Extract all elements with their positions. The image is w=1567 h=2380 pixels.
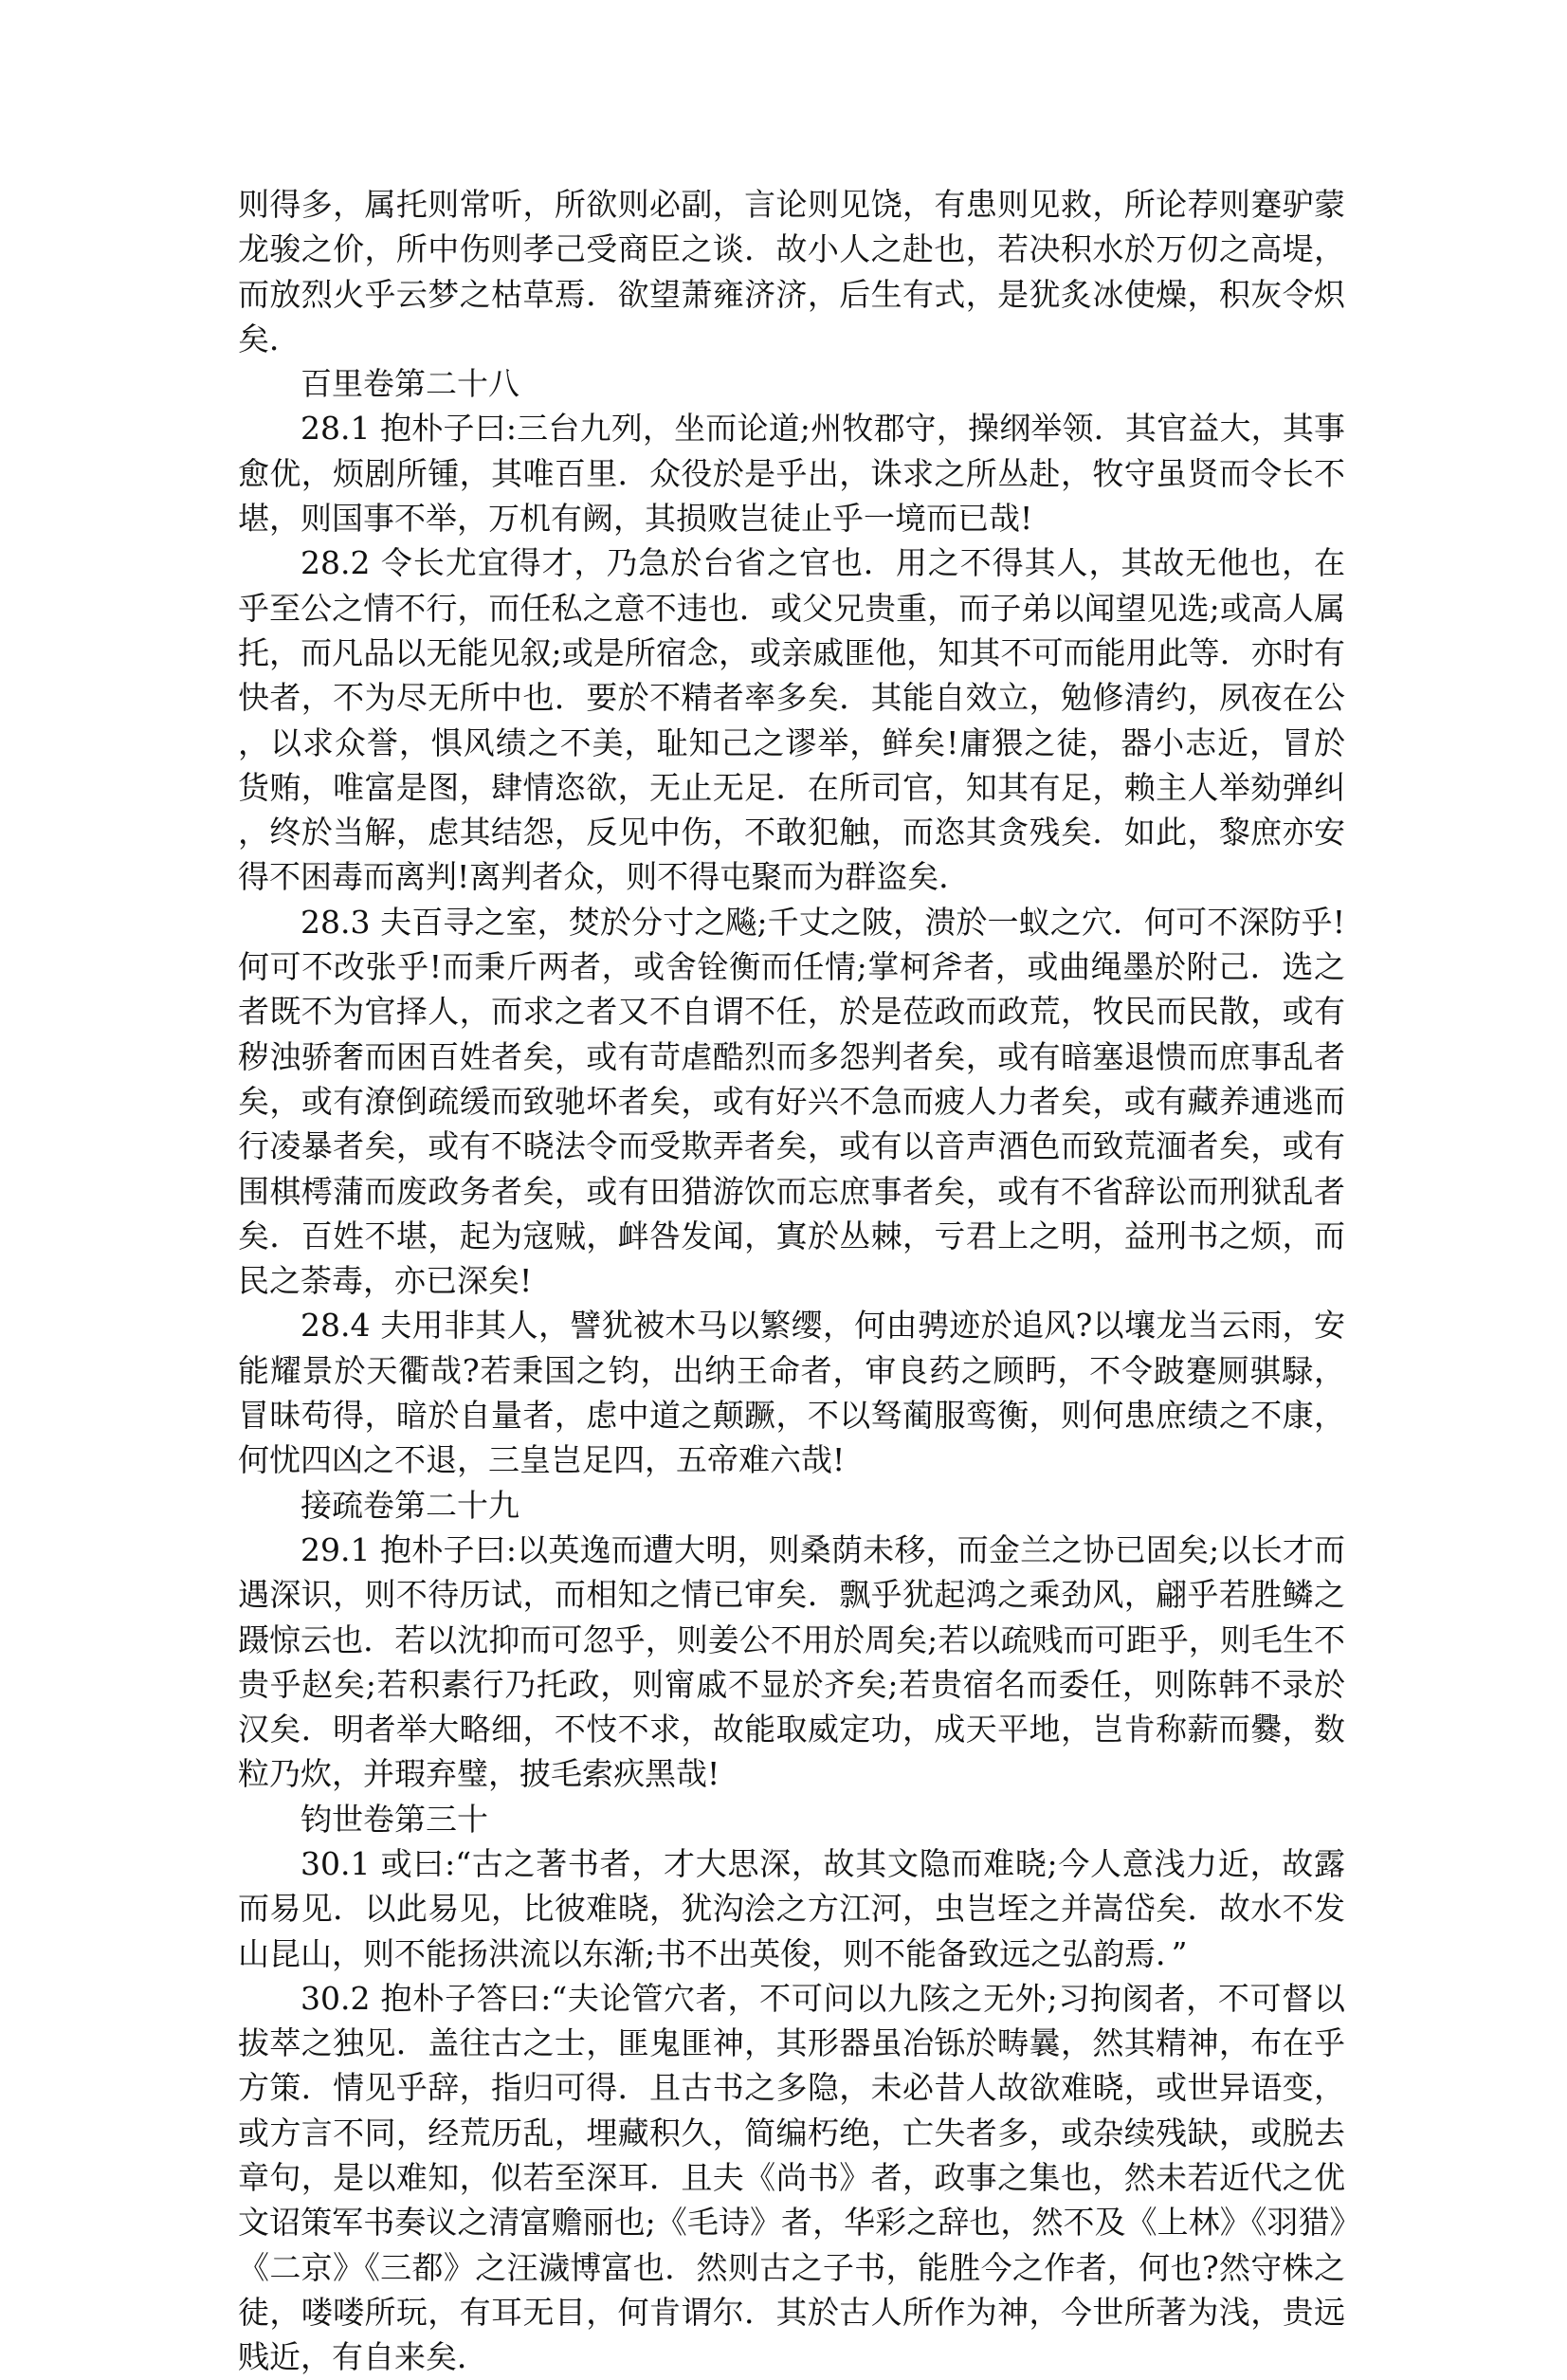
paragraph-30-1: 30.1 或曰:“古之著书者，才大思深，故其文隐而难晓;今人意浅力近，故露而易见．以此易见，比彼难晓，犹沟浍之方江河，虫岂垤之并嵩岱矣．故水不发山昆山，则不能扬洪流以东渐;书不出英俊，则不能备致远之弘韵焉．” [238, 1844, 1345, 1972]
paragraph-28-4: 28.4 夫用非其人，譬犹被木马以繁缨，何由骋迹於追风?以壤龙当云雨，安能耀景於天衢哉?若秉国之钧，出纳王命者，审良药之顾眄，不令跛蹇厕骐騄，冒昧苟得，暗於自量者，虑中道之颠蹶，不以驽蔺服鸾衡，则何患庶绩之不康，何忧四凶之不退，三皇岂足四，五帝难六哉! [238, 1307, 1345, 1479]
paragraph-28-3: 28.3 夫百寻之室，焚於分寸之飚;千丈之陂，溃於一蚁之穴．何可不深防乎!何可不改张乎!而秉斤两者，或舍铨衡而任情;掌柯斧者，或曲绳墨於附己．选之者既不为官择人，而求之者又不自谓不任，於是莅政而政荒，牧民而民散，或有秽浊骄奢而困百姓者矣，或有苛虐酷烈而多怨判者矣，或有暗塞退愦而庶事乱者矣，或有潦倒疏缓而致驰坏者矣，或有好兴不急而疲人力者矣，或有藏养逋逃而行凌暴者矣，或有不晓法令而受欺弄者矣，或有以音声酒色而致荒湎者矣，或有围棋樗蒲而废政务者矣，或有田猎游饮而忘庶事者矣，或有不省辞讼而刑狱乱者矣．百姓不堪，起为寇贼，衅咎发闻，寘於丛棘，亏君上之明，益刑书之烦，而民之荼毒，亦已深矣! [238, 903, 1345, 1300]
chapter-heading-29: 接疏卷第二十九 [301, 1486, 519, 1524]
chapter-heading-28: 百里卷第二十八 [301, 365, 519, 403]
paragraph-28-1: 28.1 抱朴子曰:三台九列，坐而论道;州牧郡守，操纲举领．其官益大，其事愈优，烦剧所锺，其唯百里．众役於是乎出，诛求之所丛赴，牧守虽贤而令长不堪，则国事不举，万机有阙，其损败岂徒止乎一境而已哉! [238, 410, 1345, 538]
paragraph-30-2: 30.2 抱朴子答曰:“夫论管穴者，不可问以九陔之无外;习拘阂者，不可督以拔萃之独见．盖往古之士，匪鬼匪神，其形器虽冶铄於畴曩，然其精神，布在乎方策．情见乎辞，指归可得．且古书之多隐，未必昔人故欲难晓，或世异语变，或方言不同，经荒历乱，埋藏积久，简编朽绝，亡失者多，或杂续残缺，或脱去章句，是以难知，似若至深耳．且夫《尚书》者，政事之集也，然未若近代之优文诏策军书奏议之清富赡丽也;《毛诗》者，华彩之辞也，然不及《上林》《羽猎》《二京》《三都》之汪濊博富也．然则古之子书，能胜今之作者，何也?然守株之徒，喽喽所玩，有耳无目，何肯谓尔．其於古人所作为神，今世所著为浅，贵远贱近，有自来矣． [238, 1979, 1345, 2376]
paragraph-29-1: 29.1 抱朴子曰:以英逸而遭大明，则桑荫未移，而金兰之协已固矣;以长才而遇深识，则不待历试，而相知之情已审矣．飘乎犹起鸿之乘劲风，翩乎若胜鳞之蹑惊云也．若以沈抑而可忽乎，则姜公不用於周矣;若以疏贱而可距乎，则毛生不贵乎赵矣;若积素行乃托政，则甯戚不显於齐矣;若贵宿名而委任，则陈韩不录於汉矣．明者举大略细，不忮不求，故能取威定功，成天平地，岂肯称薪而爨，数粒乃炊，并瑕弃璧，披毛索疢黑哉! [238, 1530, 1345, 1793]
chapter-heading-30: 钧世卷第三十 [301, 1800, 488, 1838]
document-page [238, 182, 1345, 2380]
paragraph-28-2: 28.2 令长尤宜得才，乃急於台省之官也．用之不得其人，其故无他也，在乎至公之情不行，而任私之意不违也．或父兄贵重，而子弟以闻望见选;或高人属托，而凡品以无能见叙;或是所宿念，或亲戚匪他，知其不可而能用此等．亦时有快者，不为尽无所中也．要於不精者率多矣．其能自效立，勉修清约，夙夜在公，以求众誉，惧风绩之不美，耻知己之谬举，鲜矣!庸猥之徒，器小志近，冒於货贿，唯富是图，肆情恣欲，无止无足．在所司官，知其有足，赖主人举劾弹纠，终於当解，虑其结怨，反见中伤，不敢犯触，而恣其贪残矣．如此，黎庶亦安得不困毒而离判!离判者众，则不得屯聚而为群盗矣． [238, 544, 1345, 896]
paragraph-continuation: 则得多，属托则常听，所欲则必副，言论则见饶，有患则见救，所论荐则蹇驴蒙龙骏之价，所中伤则孝己受商臣之谈．故小人之赴也，若决积水於万仞之高堤，而放烈火乎云梦之枯草焉．欲望萧雍济济，后生有式，是犹炙冰使燥，积灰令炽矣． [238, 186, 1345, 357]
